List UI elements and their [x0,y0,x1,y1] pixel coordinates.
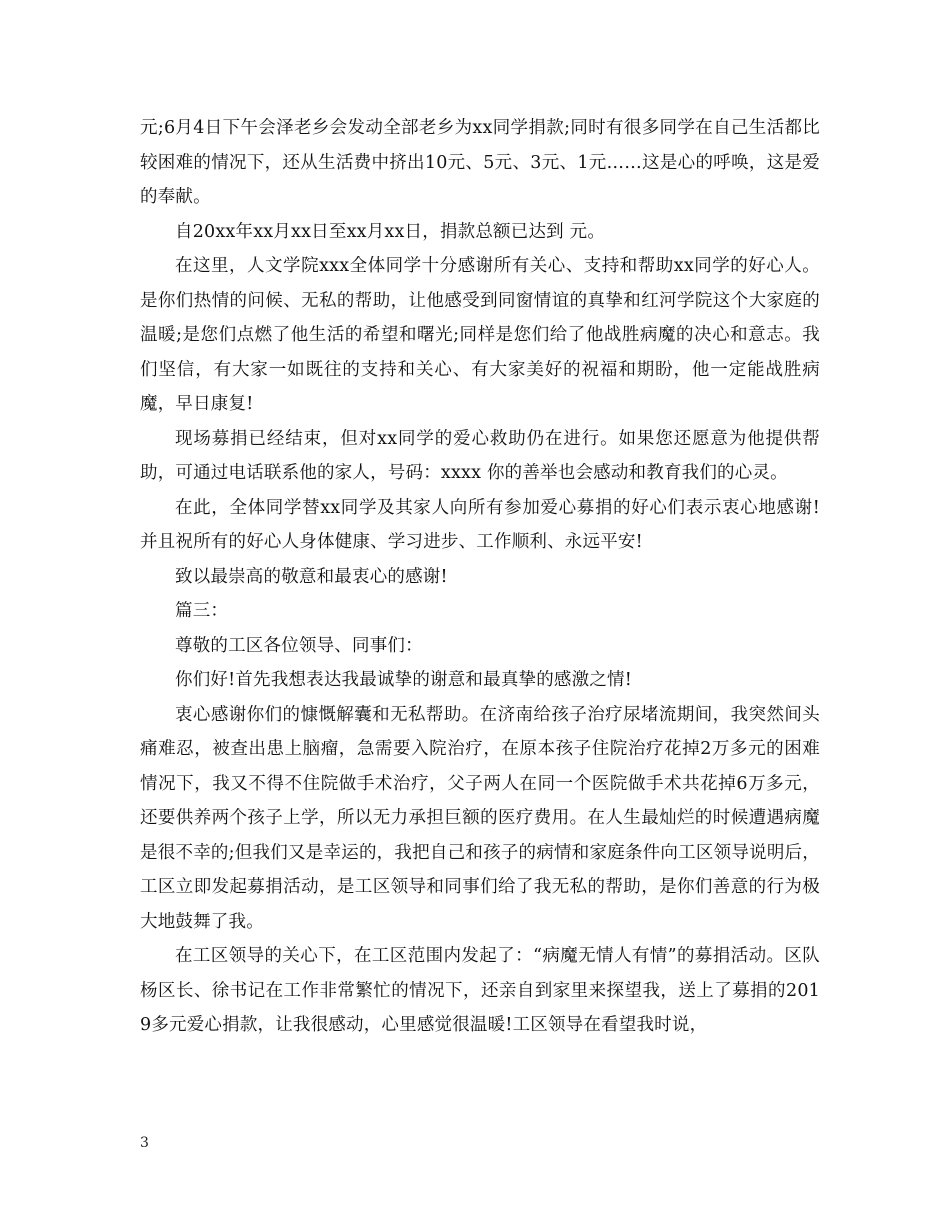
page-number: 3 [140,1135,149,1151]
paragraph-greeting: 你们好!首先我想表达我最诚挚的谢意和最真挚的感激之情! [175,670,632,690]
paragraph-ongoing-aid: 现场募捐已经结束，但对xx同学的爱心救助仍在进行。如果您还愿意为他提供帮助，可通过电话联系他的家人，号码：xxxx 你的善举也会感动和教育我们的心灵。 [140,428,820,483]
paragraph-donation-continuation: 元;6月4日下午会泽老乡会发动全部老乡为xx同学捐款;同时有很多同学在自己生活都比较困难的情况下，还从生活费中挤出10元、5元、3元、1元……这是心的呼唤，这是爱的奉献。 [140,118,820,207]
document-body [140,111,820,1043]
paragraph-medical-story: 衷心感谢你们的慷慨解囊和无私帮助。在济南给孩子治疗尿堵流期间，我突然间头痛难忍，被查出患上脑瘤，急需要入院治疗，在原本孩子住院治疗花掉2万多元的困难情况下，我又不得不住院做手术治疗，父子两人在同一个医院做手术共花掉6万多元，还要供养两个孩子上学，所以无力承担巨额的医疗费用。在人生最灿烂的时候遭遇病魔是很不幸的;但我们又是幸运的，我把自己和孩子的病情和家庭条件向工区领导说明后，工区立即发起募捐活动，是工区领导和同事们给了我无私的帮助，是你们善意的行为极大地鼓舞了我。 [140,704,820,932]
paragraph-thanks-supporters: 在这里，人文学院xxx全体同学十分感谢所有关心、支持和帮助xx同学的好心人。是你们热情的问候、无私的帮助，让他感受到同窗情谊的真挚和红河学院这个大家庭的温暖;是您们点燃了他生活的希望和曙光;同样是您们给了他战胜病魔的决心和意志。我们坚信，有大家一如既往的支持和关心、有大家美好的祝福和期盼，他一定能战胜病魔，早日康复! [140,256,820,414]
paragraph-gratitude-wishes: 在此，全体同学替xx同学及其家人向所有参加爱心募捐的好心们表示衷心地感谢!并且祝所有的好心人身体健康、学习进步、工作顺利、永远平安! [140,497,820,552]
paragraph-fundraising-campaign: 在工区领导的关心下，在工区范围内发起了：“病魔无情人有情”的募捐活动。区队杨区长、徐书记在工作非常繁忙的情况下，还亲自到家里来探望我，送上了募捐的2019多元爱心捐款，让我很感动，心里感觉很温暖!工区领导在看望我时说， [140,946,820,1035]
section-heading-part-three: 篇三： [175,601,229,621]
paragraph-closing-salute: 致以最崇高的敬意和最衷心的感谢! [175,566,448,587]
letter-salutation: 尊敬的工区各位领导、同事们： [175,635,423,656]
paragraph-donation-total: 自20xx年xx月xx日至xx月xx日，捐款总额已达到 元。 [175,221,606,242]
